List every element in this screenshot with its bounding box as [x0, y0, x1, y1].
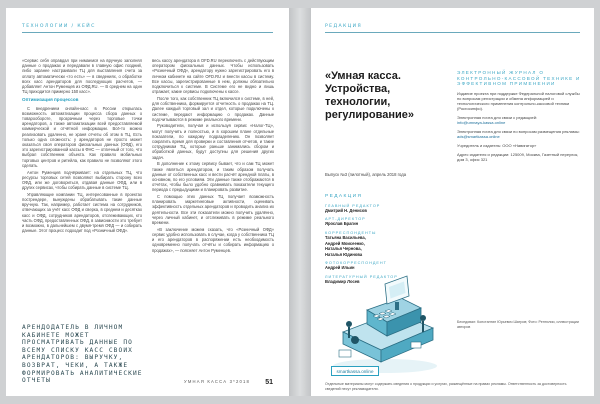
body-paragraph: В дополнение к этому сервису бывает, что и сам ТЦ может также являться арендатором, и таким образом получать данные от собственных касс и вести расчёт арендной платы, в основном, по его условиям. Эти данные также отображаются в отчётах, чтобы было удобно сравнивать показатели текущего периода с предыдущими и планировать развитие.	[152, 161, 274, 193]
body-paragraph: С помощью этих данных ТЦ получает возможность планировать маркетинговые активности, оценивать эффективность отдельных арендаторов и проводить анализ их деятельности. Все эти показатели можно получить удалённо, через личный кабинет, и отслеживать в режиме реального времени.	[152, 194, 274, 226]
publisher-address: Адрес издателя и редакции: 125009, Москва, Газетный переулок, дом 3, офис 321	[457, 151, 579, 162]
contact-label: Электронная почта для связи по вопросам размещения рекламы:	[457, 128, 580, 134]
section-tag: РЕДАКЦИЯ	[325, 24, 363, 29]
ads-email-link[interactable]: ads@smartkassa.online	[457, 133, 500, 139]
article-column-1	[22, 58, 142, 235]
journal-description: ЭЛЕКТРОННЫЙ ЖУРНАЛ О КОНТРОЛЬНО-КАССОВОЙ ТЕХНИКЕ И ЭФФЕКТИВНОМ ПРИМЕНЕНИИ	[457, 70, 581, 87]
website-badge[interactable]: smartkassa.online	[331, 366, 379, 376]
body-paragraph: Антон Руменцев подчёркивает: на отдельных ТЦ, что ресурсы торговых сетей позволяют выбирать сторону всех ОФД, или же договориться, отдавая данные ОФД, или в других сервисах, чтобы собирать данные в системе ТЦ.	[22, 169, 142, 191]
pull-quote: АРЕНДОДАТЕЛЬ В ЛИЧНОМ КАБИНЕТЕ МОЖЕТ ПРОСМАТРИВАТЬ ДАННЫЕ ПО ВСЕМУ СПИСКУ КАСС СВОИХ АРЕНДАТОРОВ: ВЫРУЧКУ, ВОЗВРАТ, ЧЕКИ, А ТАКЖЕ ФОРМИРОВАТЬ АНАЛИТИЧЕСКИЕ ОТЧЕТЫ	[22, 324, 143, 385]
body-paragraph: Управляющие компании ТЦ, интересованные в проектах пострендере, вынуждены обрабатывать такие данные вручную. Так, например, работает система на сотрудников, отвечающих за учёт касс ОФД и сверка, в среднем и десятках касс и ОФД, сотрудников арендаторов, отслеживающих, кто часть ОФД, предоставленных ОФД, в зависимости это требует и возможно, в дальнейшем с двумя-тремя ОФД — и собирать данные. Этот процесс подходит под «Розничный ОФД».	[22, 191, 142, 234]
credits-heading: РЕДАКЦИЯ	[325, 194, 363, 199]
contact-label: Электронная почта для связи с редакцией:	[457, 114, 538, 120]
spine-gutter	[289, 8, 311, 396]
body-paragraph: «В заключение можем сказать, что «Розничный ОФД» сервис удобно использовать в случае, когда у собственника ТЦ и его арендаторов в распоряжении есть необходимость одновременно получать отчёты и собирать информацию о продажах», — поясняет Антон Руменцев.	[152, 226, 274, 253]
left-page	[6, 8, 289, 396]
support-note: Издание проекта при поддержке Федеральной налоговой службы по вопросам регистрации и обмена информацией и технологического применения контрольно-кассовой техники (Росгосинфо).	[457, 90, 580, 111]
credit-person: Андрей Моисеенко,	[325, 240, 365, 246]
credit-person: Наталья Чернова,	[325, 246, 362, 252]
folio: УМНАЯ КАССА 3*2018	[184, 379, 251, 384]
page-number: 51	[265, 379, 273, 386]
credit-person: Дмитрий Н. Денисов	[325, 207, 367, 213]
body-paragraph: С внедрением онлайн-касс в России открылась возможность автоматизации процесса сбора данных о товарообороте, прозрачным через торговые точки арендаторов, а также автоматизации всей предоставляемой коммерческой и отчётной информации. Всё-то можно реализовать удаленно, не храня отчеты об этом в ТЦ. Есть только одна сложность: у арендаторов не просто может оказаться своя операторов фискальных данных (ОФД), его это зарегистрированной кассы в ФНС — отличный от того, что выбрал собственник объекта. Как правило мобильных торговых центров и ритейла, как правило не позволяют этого сделать.	[22, 105, 142, 168]
header-rule	[22, 32, 273, 33]
magazine-title: «Умная касса. Устройства, технологии, регулирование»	[325, 70, 414, 121]
advertising-disclaimer: Отдельные материалы могут содержать сведения о продукции и услугах, размещённые на правах рекламы. Ответственность за достоверность сведений несут рекламодатели.	[325, 382, 567, 391]
cash-register-illustration-icon	[325, 262, 445, 382]
section-subhead: Оптимизация процессов	[22, 97, 79, 103]
publication-info	[457, 70, 583, 166]
publisher-info: Учредитель и издатель: ООО «Навигатор»	[457, 142, 537, 148]
body-paragraph: После того, как собственник ТЦ включился к системе, в ней, для собственника, формируется отчетность о продажах на ТЦ. Далее каждый торговый зал и отдел, которые подключены к системе, передают информацию о продажах. Данные подсчитываются в режиме реального времени.	[152, 95, 274, 122]
credit-role: КОРРЕСПОНДЕНТЫ	[325, 231, 377, 236]
editorial-email-link[interactable]: info@umnaya-kassa.online	[457, 119, 506, 125]
body-paragraph: Руководители, получая и используя сервис «Налог-ТЦ», могут получить и полностью, и в хорошем плане отдельные показатели, по каждому подразделению. Он позволяет сократить время для проверки и составления отчетов, и такие сотрудникам ТЦ, которые раньше занимались сбором и обработкой данных, будут доступны для решения других задач.	[152, 123, 274, 160]
credit-person: Ярослав Брагин	[325, 221, 359, 227]
intro-paragraph: «Сервис себя оправдал при нимаемся на вручную заполнял данные о продажах и передавали в главную офис поздний, либо заранее настраивали ТЦ для выставления счета за оплату автоматически «то есть» — в сведениях, о обработке всех касс арендаторов для последующих расчетов, — добавляет Антон Руменцев из ОФД.RU. — В среднем на один ТЦ приходится примерно 150 касс».	[22, 58, 142, 95]
credit-role: ФОТОКОРРЕСПОНДЕНТ	[325, 261, 387, 266]
body-paragraph: весь кассу арендатора в OFD.RU переключить с действующим оператором фискальных данных. Чтобы использовать «Розничный ОФД», арендатору нужно зарегистрировать его в личном кабинете на сайте OFD.RU и внести кассы в систему. Все кассы, зарегистрированные в нем, должны обязательно подключиться к системе. В Системе его не видно и лишь отражает, какие сервисы подключены к кассе.	[152, 58, 274, 95]
credit-role: АРТ-ДИРЕКТОР	[325, 217, 366, 222]
section-tag: ТЕХНОЛОГИИ / КЕЙС	[22, 24, 96, 29]
credit-person: Наталья Юдинова	[325, 251, 363, 257]
issue-line: Выпуск №3 (пилотный), апрель 2018 года	[325, 172, 407, 177]
header-rule	[325, 32, 580, 33]
credit-role: ЛИТЕРАТУРНЫЙ РЕДАКТОР	[325, 275, 398, 280]
article-column-2	[152, 58, 274, 254]
credit-person: Владимир Лосев	[325, 279, 360, 285]
right-page	[311, 8, 594, 396]
credit-role: ГЛАВНЫЙ РЕДАКТОР	[325, 203, 381, 208]
credit-person: Татьяна Васильева,	[325, 235, 366, 241]
credit-person: Андрей Ильин	[325, 265, 355, 271]
photo-credits: Беседовал: Константин Юрьевич Шатров; Фото: Рептилии, иллюстрации авторов	[457, 320, 579, 329]
